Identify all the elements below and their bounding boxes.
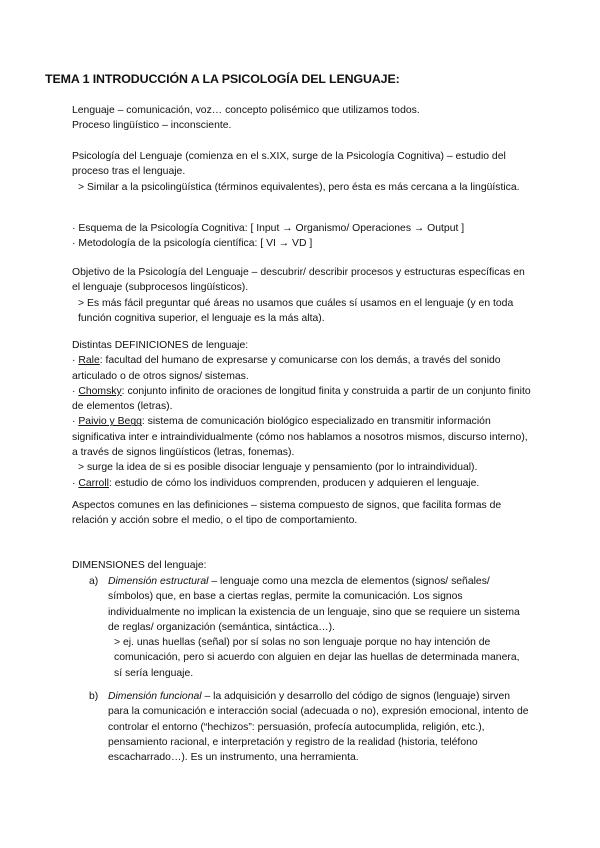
definition-text: : estudio de cómo los individuos comprenden, producen y adquieren el lenguaje. (108, 477, 480, 489)
author-chomsky: Chomsky (78, 385, 122, 397)
esquema-block (72, 221, 532, 252)
metodologia-line: · Metodología de la psicología científica: [ VI → VD ] (72, 238, 313, 250)
objetivo-note: > Es más fácil preguntar qué áreas no usamos que cuáles sí usamos en el lenguaje (y en toda función cognitiva superior, el lenguaje es la más alta). (78, 297, 514, 324)
dimension-a-text (108, 574, 529, 635)
list-marker: a) (89, 576, 99, 587)
definiciones-heading: Distintas DEFINICIONES de lenguaje: (72, 340, 249, 351)
definition-paivio-begg: · Paivio y Begg: sistema de comunicación biológico especializado en transmitir información significativa inter e intraindividualmente (cómo nos hablamos a nosotros mismos, discurso interno), a través de signos lingüísticos (letras, fonemas). (72, 416, 528, 459)
dimensiones-heading: DIMENSIONES del lenguaje: (72, 560, 207, 571)
psicologia-note: > Similar a la psicolingüística (términos equivalentes), pero ésta es más cercana a la lingüística. (78, 181, 520, 193)
aspectos-text: Aspectos comunes en las definiciones – sistema compuesto de signos, que facilita formas de relación y acción sobre el medio, o el tipo de comportamiento. (72, 500, 502, 527)
intro-line: Lenguaje – comunicación, voz… concepto polisémico que utilizamos todos. (72, 105, 420, 116)
psicologia-definition: Psicología del Lenguaje (comienza en el s.XIX, surge de la Psicología Cognitiva) – estudio del proceso tras el lenguaje. (72, 151, 506, 178)
dimension-b (89, 689, 529, 765)
intro-line: Proceso lingüístico – inconsciente. (72, 120, 232, 132)
objetivo-definition: Objetivo de la Psicología del Lenguaje – descubrir/ describir procesos y estructuras específicas en el lenguaje (subprocesos lingüísticos). (72, 267, 525, 294)
author-rale: Rale (78, 355, 100, 367)
dimension-b-text (108, 689, 529, 765)
author-carroll: Carroll (78, 477, 109, 489)
definition-chomsky: · Chomsky: conjunto infinito de oraciones de longitud finita y construida a partir de un conjunto finito de elementos (letras). (72, 385, 531, 413)
objetivo-block (72, 265, 532, 326)
intro-block (72, 103, 532, 134)
dimension-a-body: – lenguaje como una mezcla de elementos (signos/ señales/ símbolos) que, en base a ciertas reglas, permite la comunicación. Los signos individualmente no implican la existencia de un lenguaje, sino que se requiere un sistema de reglas/ organización (semántica, sintáctica…). (108, 576, 520, 633)
definition-text: : facultad del humano de expresarse y comunicarse con los demás, a través del sonido articulado o de otros signos/ sistemas. (72, 355, 501, 382)
definition-carroll: · Carroll: estudio de cómo los individuos comprenden, producen y adquieren el lenguaje. (72, 477, 480, 489)
definiciones-block (72, 338, 532, 491)
author-paivio-begg: Paivio y Begg (78, 416, 142, 428)
psicologia-block (72, 149, 532, 195)
dimension-a-note: > ej. unas huellas (señal) por sí solas no son lenguaje porque no hay intención de comunicación, pero si acuerdo con alguien en dejar las huellas de determinada manera, sí sería lenguaje. (114, 637, 520, 679)
dimension-a-term: Dimensión estructural (108, 576, 209, 587)
definition-text: : sistema de comunicación biológico especializado en transmitir información significativa inter e intraindividualmente (cómo nos hablamos a nosotros mismos, discurso interno), a través de signos lingüísticos (letras, fonemas). (72, 416, 528, 459)
definition-text: : conjunto infinito de oraciones de longitud finita y construida a partir de un conjunto finito de elementos (letras). (72, 385, 531, 413)
esquema-line: · Esquema de la Psicología Cognitiva: [ Input → Organismo/ Operaciones → Output ] (72, 223, 465, 234)
dimension-b-term: Dimensión funcional (108, 691, 202, 702)
list-marker: b) (89, 691, 99, 702)
paivio-note: > surge la idea de si es posible disociar lenguaje y pensamiento (por lo intraindividual). (78, 462, 478, 474)
dimension-a (89, 574, 529, 681)
page-title: TEMA 1 INTRODUCCIÓN A LA PSICOLOGÍA DEL LENGUAJE: (45, 72, 400, 86)
definition-rale: · Rale: facultad del humano de expresarse y comunicarse con los demás, a través del sonido articulado o de otros signos/ sistemas. (72, 355, 501, 382)
aspectos-block (72, 498, 532, 529)
dimension-b-body: – la adquisición y desarrollo del código de signos (lenguaje) sirven para la comunicación e interacción social (adecuada o no), expresión emocional, intento de controlar el entorno (“hechizos”: persuasión, profecía autocumplida, religión, etc.), pensamiento racional, e interpretación y registro de la realidad (historia, teléfono escacharrado…). Es un instrumento, una herramienta. (108, 691, 529, 764)
